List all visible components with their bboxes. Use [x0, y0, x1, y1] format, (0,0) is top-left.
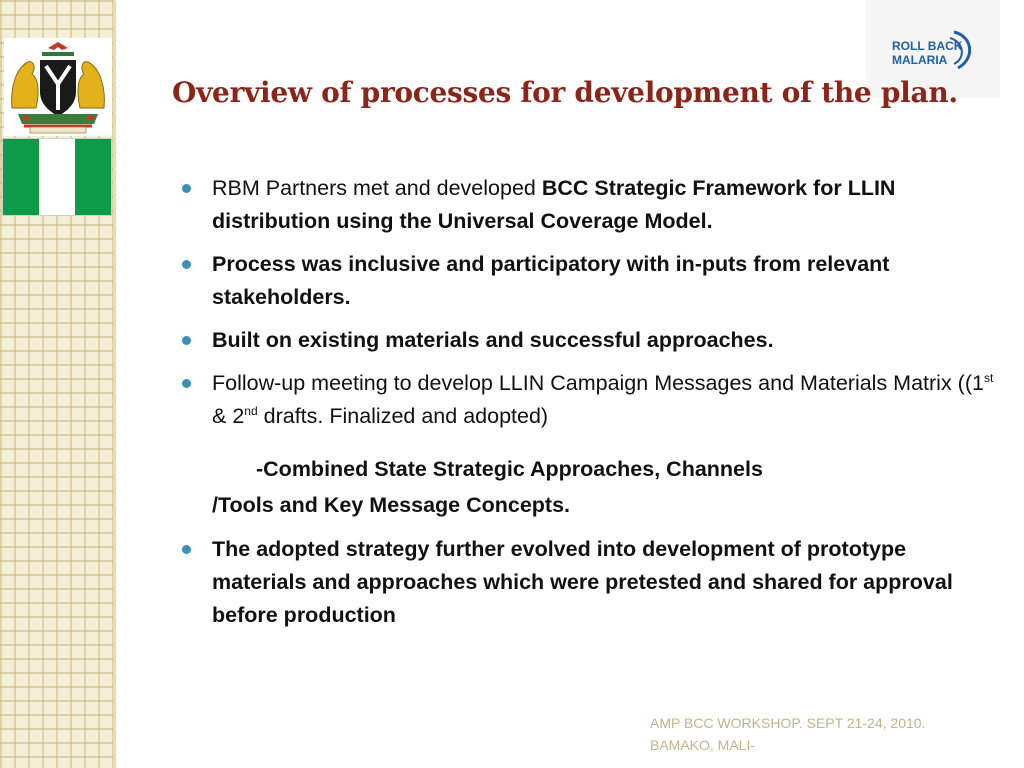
slide-title: Overview of processes for development of the plan. [172, 76, 958, 109]
bullet-text-part3: drafts. Finalized and adopted) [257, 404, 549, 428]
coat-of-arms-icon [4, 38, 112, 136]
bullet-text-bold: Built on existing materials and successful approaches. [212, 328, 774, 352]
roll-back-malaria-logo [892, 28, 978, 72]
bullet-dot-icon [182, 260, 191, 269]
bullet-item [180, 172, 1000, 238]
footer-line1: AMP BCC WORKSHOP. SEPT 21-24, 2010. [650, 715, 926, 731]
footer-line2: BAMAKO, MALI- [650, 737, 756, 753]
sub-paragraph [180, 451, 1000, 523]
bullet-dot-icon [182, 545, 191, 554]
nigeria-flag-icon [2, 138, 112, 216]
bullet-text-part2: & 2 [212, 404, 245, 428]
bullet-item [180, 367, 1000, 433]
bullet-sup-nd: nd [244, 403, 258, 418]
bullet-dot-icon [182, 379, 191, 388]
bullet-text-bold: BCC Strategic Framework for LLIN distribution using the Universal Coverage Model. [212, 176, 896, 233]
bullet-text-bold: Process was inclusive and participatory with in-puts from relevant stakeholders. [212, 252, 890, 309]
sub-paragraph-line2: /Tools and Key Message Concepts. [212, 493, 571, 517]
slide-footer [650, 712, 925, 756]
bullet-dot-icon [182, 336, 191, 345]
sub-paragraph-line1: -Combined State Strategic Approaches, Channels [256, 457, 763, 481]
bullet-item [180, 324, 1000, 357]
bullet-text-normal: RBM Partners met and developed [212, 176, 542, 200]
bullet-dot-icon [182, 184, 191, 193]
logo-swoosh-icon [892, 28, 978, 72]
logo-line2: MALARIA [892, 53, 948, 67]
logo-line1: ROLL BACK [892, 39, 963, 53]
bullet-sup-st: st [983, 370, 994, 385]
bullet-list [180, 172, 1000, 642]
bullet-item [180, 533, 1000, 632]
bullet-item [180, 248, 1000, 314]
bullet-text-bold: The adopted strategy further evolved into development of prototype materials and approaches which were pretested and shared for approval before production [212, 537, 953, 627]
bullet-text-part1: Follow-up meeting to develop LLIN Campaign Messages and Materials Matrix ((1 [212, 371, 984, 395]
strip-divider [113, 0, 116, 768]
